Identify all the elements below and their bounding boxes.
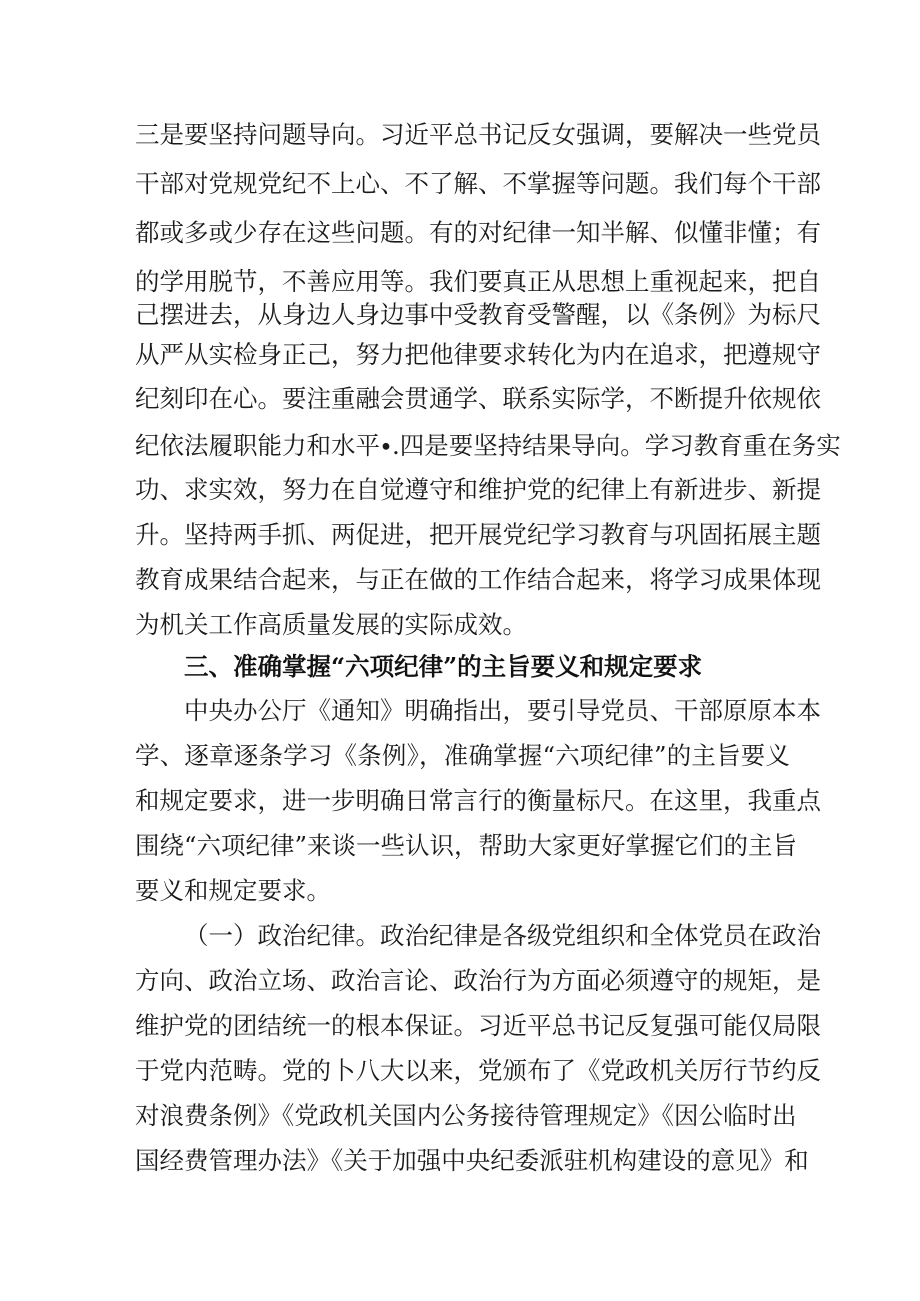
text-line: 国经费管理办法》《关于加强中央纪委派驻机构建设的意见》和 — [135, 1146, 809, 1175]
text-line: 要义和规定要求。 — [135, 876, 331, 905]
text-line: 都或多或少存在这些问题。有的对纪律一知半解、似懂非懂；有 — [135, 218, 821, 247]
text-line: 维护党的团结统一的根本保证。习近平总书记反复强可能仅局限 — [135, 1011, 821, 1040]
text-line: 为机关工作高质量发展的实际成效。 — [135, 610, 527, 639]
text-line: 围绕“六项纪律”来谈一些认识，帮助大家更好掌握它们的主旨 — [135, 831, 798, 860]
text-line: 三是要坚持问题导向。习近平总书记反女强调，要解决一些党员 — [135, 120, 821, 149]
text-line: 对浪费条例》《党政机关国内公务接待管理规定》《因公临时出 — [135, 1101, 797, 1130]
text-line: 学、逐章逐条学习《条例》，准确掌握“六项纪律”的主旨要义 — [135, 741, 790, 770]
text-line: 从严从实检身正己，努力把他律要求转化为内在追求，把遵规守 — [135, 340, 821, 369]
text-line: 中央办公厅《通知》明确指出，要引导党员、干部原原本本 — [184, 696, 821, 725]
text-line: 升。坚持两手抓、两促进，把开展党纪学习教育与巩固拓展主题 — [135, 520, 821, 549]
text-line: 的学用脱节，不善应用等。我们要真正从思想上重视起来，把自 — [135, 267, 821, 296]
text-line: （一）政治纪律。政治纪律是各级党组织和全体党员在政治 — [184, 921, 821, 950]
text-line: 纪刻印在心。要注重融会贯通学、联系实际学，不断提升依规依 — [135, 384, 821, 413]
text-line: 功、求实效，努力在自觉遵守和维护党的纪律上有新进步、新提 — [135, 475, 821, 504]
text-line: 纪依法履职能力和水平∙.四是要坚持结果导向。学习教育重在务实 — [135, 431, 841, 460]
text-line: 教育成果结合起来，与正在做的工作结合起来，将学习成果体现 — [135, 565, 821, 594]
text-line: 于党内范畴。党的卜八大以来，党颁布了《党政机关厉行节约反 — [135, 1056, 821, 1085]
text-line: 和规定要求，进一步明确日常言行的衡量标尺。在这里，我重点 — [135, 786, 821, 815]
text-line: 干部对党规党纪不上心、不了解、不掌握等问题。我们每个干部 — [135, 169, 821, 198]
text-line: 己摆进去，从身边人身边事中受教育受警醒，以《条例》为标尺 — [135, 300, 821, 329]
section-heading: 三、准确掌握“六项纪律”的主旨要义和规定要求 — [184, 652, 703, 681]
text-line: 方向、政治立场、政治言论、政治行为方面必须遵守的规矩，是 — [135, 966, 821, 995]
